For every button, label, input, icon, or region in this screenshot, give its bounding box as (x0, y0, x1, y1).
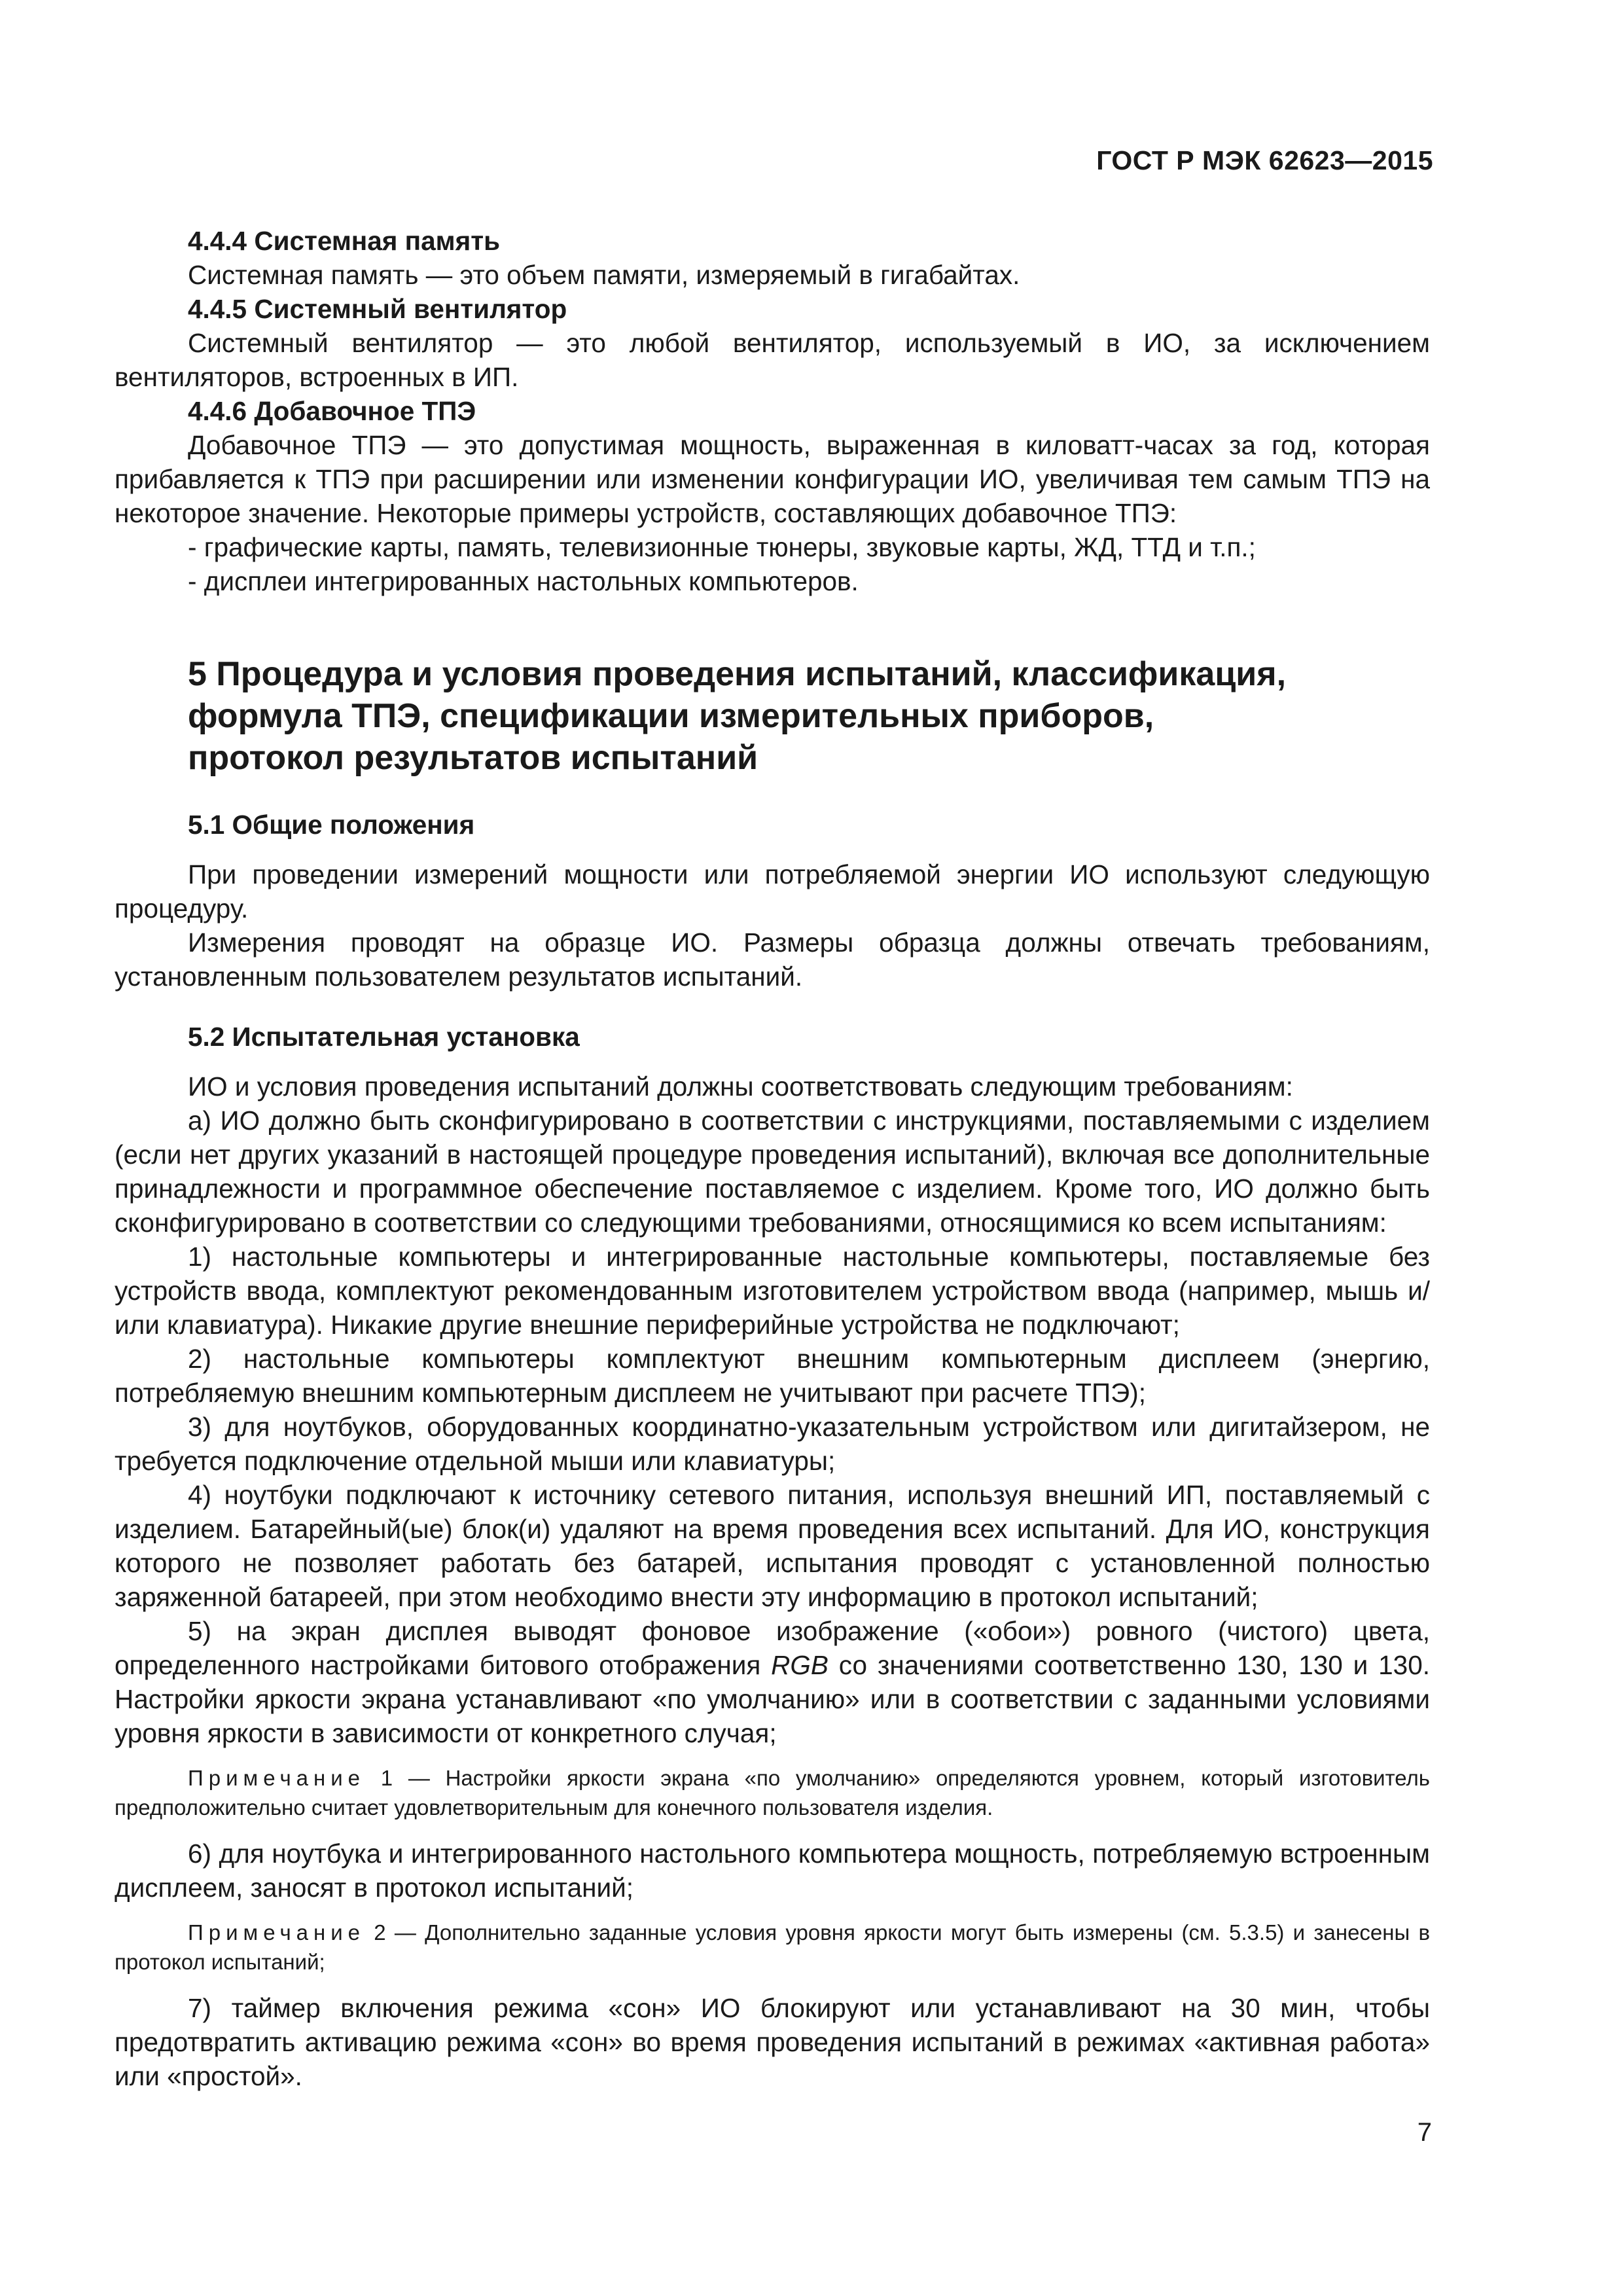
subsection-title-5-1: 5.1 Общие положения (188, 810, 475, 840)
note-label: Примечание (188, 1920, 366, 1945)
list-item: - дисплеи интегрированных настольных компьютеров. (188, 566, 859, 596)
text-run: со значениями соответственно 130, 130 и 130. Настройки яркости экрана устанавливают «по умолчанию» или в соответствии с заданными условиями уровня яркости в зависимости от конкретного случая; (115, 1650, 1430, 1748)
section-title-line: протокол результатов испытаний (188, 739, 758, 777)
document-code-header: ГОСТ Р МЭК 62623—2015 (1096, 145, 1433, 175)
subsection-title-4-4-4: 4.4.4 Системная память (188, 226, 500, 256)
section-title-line: формула ТПЭ, спецификации измерительных приборов, (188, 697, 1154, 735)
section-title-line: 5 Процедура и условия проведения испытаний, классификация, (188, 655, 1287, 693)
note-label: Примечание (188, 1766, 366, 1790)
note-1 (115, 1763, 1430, 1822)
paragraph-item-3: 3) для ноутбуков, оборудованных координатно-указательным устройством или дигитайзером, не требуется подключение отдельной мыши или клавиатуры; (115, 1412, 1430, 1476)
paragraph: Добавочное ТПЭ — это допустимая мощность, выраженная в киловатт-часах за год, которая прибавляется к ТПЭ при расширении или изменении конфигурации ИО, увеличивая тем самым ТПЭ на некоторое значение. Некоторые примеры устройств, составляющих добавочное ТПЭ: (115, 430, 1430, 528)
paragraph: Измерения проводят на образце ИО. Размеры образца должны отвечать требованиям, установленным пользователем результатов испытаний. (115, 927, 1430, 992)
paragraph: Системный вентилятор — это любой вентилятор, используемый в ИО, за исключением вентиляторов, встроенных в ИП. (115, 328, 1430, 392)
subsection-title-5-2: 5.2 Испытательная установка (188, 1022, 580, 1052)
paragraph: ИО и условия проведения испытаний должны соответствовать следующим требованиям: (188, 1071, 1293, 1102)
paragraph-item-4: 4) ноутбуки подключают к источнику сетевого питания, используя внешний ИП, поставляемый с изделием. Батарейный(ые) блок(и) удаляют на время проведения всех испытаний. Для ИО, конструкция которого не позволяет работать без батарей, испытания проводят с установленной полностью заряженной батареей, при этом необходимо внести эту информацию в протокол испытаний; (115, 1480, 1430, 1612)
note-text: 2 — Дополнительно заданные условия уровня яркости могут быть измерены (см. 5.3.5) и занесены в протокол испытаний; (115, 1920, 1430, 1974)
paragraph-item-a: а) ИО должно быть сконфигурировано в соответствии с инструкциями, поставляемыми с изделием (если нет других указаний в настоящей процедуре проведения испытаний), включая все дополнительные принадлежности и программное обеспечение поставляемое с изделием. Кроме того, ИО должно быть сконфигурировано в соответствии со следующими требованиями, относящимися ко всем испытаниям: (115, 1105, 1430, 1238)
section-5-title (115, 653, 1430, 779)
text-run: 5) на экран дисплея выводят фоновое изображение («обои») ровного (чистого) цвета, определенного настройками битового отображения (115, 1616, 1430, 1680)
list-item: - графические карты, память, телевизионные тюнеры, звуковые карты, ЖД, ТТД и т.п.; (188, 532, 1256, 562)
paragraph: При проведении измерений мощности или потребляемой энергии ИО используют следующую процедуру. (115, 859, 1430, 924)
note-text: 1 — Настройки яркости экрана «по умолчанию» определяются уровнем, который изготовитель предположительно считает удовлетворительным для конечного пользователя изделия. (115, 1766, 1430, 1820)
subsection-title-4-4-5: 4.4.5 Системный вентилятор (188, 294, 567, 324)
paragraph-item-1: 1) настольные компьютеры и интегрированные настольные компьютеры, поставляемые без устройств ввода, комплектуют рекомендованным изготовителем устройством ввода (например, мышь и/или клавиатура). Никакие другие внешние периферийные устройства не подключают; (115, 1242, 1430, 1340)
subsection-title-4-4-6: 4.4.6 Добавочное ТПЭ (188, 396, 476, 426)
paragraph-item-7: 7) таймер включения режима «сон» ИО блокируют или устанавливают на 30 мин, чтобы предотвратить активацию режима «сон» во время проведения испытаний в режимах «активная работа» или «простой». (115, 1993, 1430, 2091)
page-number: 7 (1417, 2118, 1432, 2147)
rgb-term: RGB (771, 1650, 829, 1680)
paragraph-item-5 (115, 1614, 1430, 1750)
paragraph: Системная память — это объем памяти, измеряемый в гигабайтах. (188, 260, 1020, 290)
paragraph-item-2: 2) настольные компьютеры комплектуют внешним компьютерным дисплеем (энергию, потребляемую внешним компьютерным дисплеем не учитывают при расчете ТПЭ); (115, 1344, 1430, 1408)
paragraph-item-6: 6) для ноутбука и интегрированного настольного компьютера мощность, потребляемую встроенным дисплеем, заносят в протокол испытаний; (115, 1839, 1430, 1903)
note-2 (115, 1918, 1430, 1977)
page-body (115, 224, 1430, 2093)
